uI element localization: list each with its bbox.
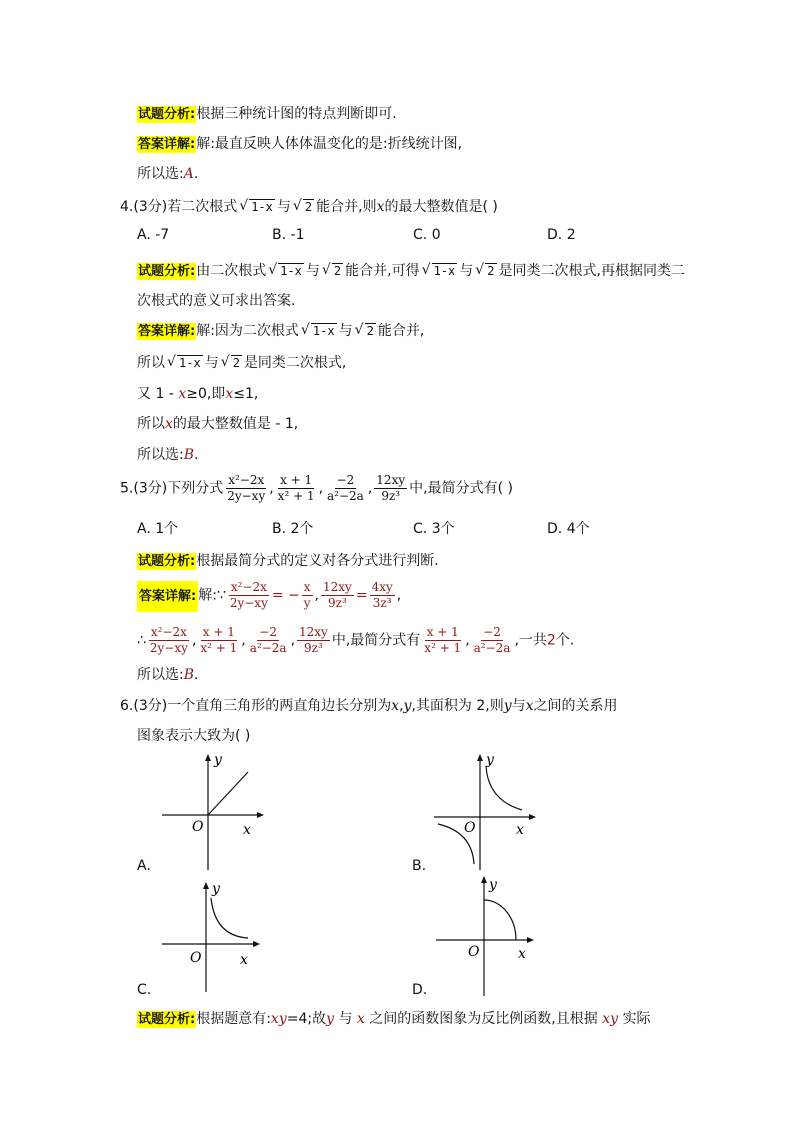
q6-stem bbox=[120, 695, 618, 717]
analysis-tag: 试题分析: bbox=[138, 554, 196, 569]
option-label: D. bbox=[547, 521, 563, 537]
fraction-1 bbox=[225, 473, 267, 504]
q4-option-a bbox=[137, 227, 169, 243]
q4-step2 bbox=[137, 383, 258, 405]
arrow-icon bbox=[477, 754, 483, 761]
text: 解:∵ bbox=[198, 587, 226, 604]
q5-stem bbox=[120, 473, 513, 504]
analysis-tag: 试题分析: bbox=[138, 264, 196, 279]
fraction bbox=[248, 625, 289, 656]
conj: 与 bbox=[305, 263, 320, 279]
denominator: a²−2a bbox=[473, 641, 511, 655]
q6-stem-line2: 图象表示大致为( ) bbox=[137, 728, 251, 744]
count: 2 bbox=[546, 632, 556, 649]
denominator: 9z³ bbox=[328, 596, 347, 610]
option-label: A. bbox=[137, 227, 151, 243]
numerator: −2 bbox=[259, 625, 277, 639]
graph-curve bbox=[211, 898, 248, 938]
radicand: 2 bbox=[487, 264, 495, 278]
q5-analysis-line bbox=[137, 550, 439, 573]
option-value: -7 bbox=[155, 227, 170, 243]
option-value: 2 bbox=[566, 227, 576, 243]
text: 能合并,可得 bbox=[345, 263, 420, 279]
period: . bbox=[193, 166, 199, 182]
comma: , bbox=[269, 480, 274, 497]
x-label: x bbox=[243, 822, 251, 838]
numerator: 12xy bbox=[323, 580, 352, 594]
option-label: B. bbox=[272, 227, 287, 243]
text: 根据题意有: bbox=[196, 1011, 271, 1027]
arrow-icon bbox=[205, 754, 211, 761]
fraction bbox=[472, 625, 513, 656]
analysis-tag: 试题分析: bbox=[138, 107, 196, 122]
answer-tag: 答案详解: bbox=[138, 324, 196, 339]
radical-2 bbox=[322, 260, 343, 282]
comma: , bbox=[465, 632, 470, 649]
conj: 与 bbox=[459, 263, 474, 279]
text: 是同类二次根式,再根据同类二 bbox=[498, 263, 685, 279]
q5-answer-line bbox=[137, 580, 401, 611]
comma: , bbox=[241, 632, 246, 649]
q4-option-b bbox=[272, 227, 304, 243]
denominator: a²−2a bbox=[249, 641, 287, 655]
var-x: x bbox=[391, 698, 400, 714]
radical-2 bbox=[475, 260, 496, 282]
origin-label: O bbox=[192, 819, 204, 835]
denominator: y bbox=[303, 596, 311, 610]
var-x: x bbox=[376, 199, 385, 215]
var-y: y bbox=[326, 1011, 335, 1027]
denominator: 9z³ bbox=[304, 641, 323, 655]
text: 解:因为二次根式 bbox=[196, 323, 299, 339]
conclusion-label: 所以选: bbox=[137, 667, 184, 683]
y-label: y bbox=[489, 877, 497, 893]
numerator: x + 1 bbox=[202, 625, 235, 639]
denominator: a²−2a bbox=[327, 489, 364, 503]
fraction bbox=[422, 625, 463, 656]
q3-choice: A bbox=[183, 166, 194, 182]
option-label: D. bbox=[547, 227, 563, 243]
q4-stem-pre: 4.(3分)若二次根式 bbox=[120, 199, 238, 215]
origin-label: O bbox=[468, 944, 480, 960]
graph-curve bbox=[484, 900, 516, 940]
text: 的最大整数值是 - 1, bbox=[172, 416, 299, 432]
numerator: x + 1 bbox=[280, 473, 313, 487]
x-label: x bbox=[240, 952, 248, 968]
text: ,一共 bbox=[514, 632, 547, 649]
fraction-3 bbox=[325, 473, 366, 504]
text: 与 bbox=[338, 1011, 353, 1027]
q5-stem-post: 中,最简分式有( ) bbox=[409, 480, 513, 497]
fraction-4 bbox=[374, 473, 407, 504]
q5-option-d bbox=[547, 518, 590, 538]
q5-conclusion bbox=[137, 664, 198, 686]
denominator: 9z³ bbox=[381, 489, 401, 503]
radicand: 1-x bbox=[179, 356, 201, 370]
graph-curve bbox=[486, 766, 522, 810]
var-x: x bbox=[165, 416, 173, 432]
radicand: 2 bbox=[333, 264, 342, 278]
conclusion-label: 所以选: bbox=[137, 166, 184, 182]
conj: 与 bbox=[338, 323, 353, 339]
option-value: 3个 bbox=[431, 521, 455, 537]
y-label: y bbox=[214, 752, 222, 768]
var-x: x bbox=[178, 386, 187, 402]
q5-answer-line2 bbox=[137, 625, 574, 656]
graph-b-label: B. bbox=[412, 858, 427, 874]
q3-answer-text: 解:最直反映人体体温变化的是:折线统计图, bbox=[196, 136, 463, 152]
x-label: x bbox=[516, 822, 524, 838]
numerator: x²−2x bbox=[228, 473, 265, 487]
numerator: x²−2x bbox=[230, 580, 267, 594]
text: 之间的关系用 bbox=[533, 698, 618, 714]
q4-step1 bbox=[137, 352, 346, 374]
arrow-icon bbox=[203, 882, 209, 889]
equals: = bbox=[355, 587, 368, 604]
numerator: x²−2x bbox=[150, 625, 187, 639]
graph-c-label: C. bbox=[137, 982, 152, 998]
var-y: y bbox=[503, 698, 512, 714]
comma: , bbox=[191, 632, 197, 649]
var-x: x bbox=[356, 1011, 365, 1027]
option-label: A. bbox=[137, 521, 151, 537]
radical-1-x bbox=[239, 196, 275, 218]
text: 所以 bbox=[137, 355, 165, 371]
text: 是同类二次根式, bbox=[243, 355, 347, 371]
q4-answer-line bbox=[137, 320, 424, 343]
arrow-icon bbox=[253, 941, 260, 947]
denominator: 2y−xy bbox=[229, 596, 268, 610]
numerator: 4xy bbox=[371, 580, 393, 594]
arrow-icon bbox=[527, 937, 534, 943]
text: 与 bbox=[511, 698, 526, 714]
arrow-icon bbox=[257, 812, 264, 818]
q3-analysis-text: 根据三种统计图的特点判断即可. bbox=[196, 106, 397, 122]
y-label: y bbox=[212, 881, 220, 897]
comma: , bbox=[314, 587, 319, 604]
arrow-icon bbox=[481, 876, 487, 883]
text: 个. bbox=[555, 632, 575, 649]
text: ≤1, bbox=[233, 386, 259, 402]
fraction bbox=[198, 625, 239, 656]
var-x: x bbox=[225, 386, 234, 402]
denominator: 2y−xy bbox=[227, 489, 266, 503]
denominator: x² + 1 bbox=[200, 641, 238, 655]
text: 根据最简分式的定义对各分式进行判断. bbox=[196, 553, 439, 569]
expr-xy: xy bbox=[602, 1011, 618, 1027]
denominator: x² + 1 bbox=[424, 641, 462, 655]
radicand: 1-x bbox=[433, 264, 456, 278]
text: 由二次根式 bbox=[196, 263, 267, 279]
comma: , bbox=[396, 587, 402, 604]
x-label: x bbox=[518, 946, 526, 962]
fraction bbox=[148, 625, 190, 656]
q4-stem-post: 能合并,则 bbox=[316, 199, 377, 215]
q4-option-d bbox=[547, 227, 576, 243]
q3-conclusion bbox=[137, 163, 198, 185]
option-value: 1个 bbox=[155, 521, 179, 537]
option-label: C. bbox=[413, 227, 428, 243]
radicand: 1-x bbox=[251, 200, 273, 214]
fraction bbox=[370, 580, 395, 611]
analysis-tag: 试题分析: bbox=[138, 1012, 196, 1027]
radical-1-x bbox=[422, 260, 458, 282]
numerator: x + 1 bbox=[426, 625, 459, 639]
therefore: ∴ bbox=[137, 632, 146, 649]
numerator: 12xy bbox=[299, 625, 328, 639]
q4-choice: B bbox=[183, 447, 195, 463]
origin-label: O bbox=[190, 950, 202, 966]
option-label: C. bbox=[413, 521, 428, 537]
equals-neg: = − bbox=[271, 587, 300, 604]
denominator: 2y−xy bbox=[149, 641, 188, 655]
q4-option-c bbox=[413, 227, 441, 243]
y-label: y bbox=[486, 752, 494, 768]
conj: 与 bbox=[204, 355, 219, 371]
q4-step3 bbox=[137, 413, 298, 435]
comma: , bbox=[318, 480, 324, 497]
text: ,其面积为 2,则 bbox=[411, 698, 504, 714]
comma: , bbox=[399, 698, 404, 714]
graph-d-label: D. bbox=[412, 982, 428, 998]
arrow-icon bbox=[529, 814, 536, 820]
conclusion-label: 所以选: bbox=[137, 447, 184, 463]
q6-analysis-line bbox=[137, 1008, 650, 1031]
fraction bbox=[302, 580, 313, 611]
text: 中,最简分式有 bbox=[331, 632, 421, 649]
q5-stem-pre: 5.(3分)下列分式 bbox=[120, 480, 224, 497]
q3-analysis-line bbox=[137, 103, 397, 126]
text: ≥0,即 bbox=[186, 386, 226, 402]
period: . bbox=[194, 667, 199, 683]
text: 之间的函数图象为反比例函数,且根据 bbox=[369, 1011, 598, 1027]
fraction-2 bbox=[276, 473, 317, 504]
q3-answer-line bbox=[137, 133, 462, 156]
q4-analysis-line bbox=[137, 260, 685, 283]
fraction bbox=[297, 625, 330, 656]
origin-label: O bbox=[464, 820, 476, 836]
q5-option-c bbox=[413, 518, 455, 538]
answer-tag: 答案详解: bbox=[137, 581, 198, 612]
denominator: x² + 1 bbox=[277, 489, 315, 503]
option-label: B. bbox=[272, 521, 287, 537]
comma: , bbox=[367, 480, 373, 497]
graph-a-label: A. bbox=[137, 858, 151, 874]
option-value: 2个 bbox=[290, 521, 314, 537]
radical-1-x bbox=[268, 260, 304, 282]
graph-b bbox=[432, 752, 542, 872]
radicand: 2 bbox=[304, 200, 313, 214]
graph-curve bbox=[208, 772, 248, 815]
radicand: 2 bbox=[366, 324, 374, 338]
option-value: 0 bbox=[431, 227, 441, 243]
radical-1-x bbox=[301, 320, 337, 342]
graph-d bbox=[432, 872, 542, 998]
option-value: 4个 bbox=[566, 521, 590, 537]
q5-option-b bbox=[272, 518, 313, 538]
text: 6.(3分)一个直角三角形的两直角边长分别为 bbox=[120, 698, 392, 714]
var-x: x bbox=[525, 698, 534, 714]
answer-tag: 答案详解: bbox=[138, 137, 196, 152]
text: 所以 bbox=[137, 416, 165, 432]
q4-stem bbox=[120, 196, 498, 218]
fraction bbox=[321, 580, 354, 611]
numerator: 12xy bbox=[376, 473, 406, 487]
q5-choice: B bbox=[183, 667, 195, 683]
text: 能合并, bbox=[377, 323, 425, 339]
expr-xy: xy bbox=[270, 1011, 287, 1027]
radical-1-x bbox=[167, 352, 203, 374]
radicand: 1-x bbox=[280, 264, 302, 278]
q4-analysis-line2: 次根式的意义可求出答案. bbox=[137, 293, 296, 309]
comma: , bbox=[290, 632, 296, 649]
radical-2 bbox=[221, 352, 242, 374]
radicand: 2 bbox=[232, 356, 240, 370]
period: . bbox=[194, 447, 199, 463]
q4-conclusion bbox=[137, 444, 198, 466]
text: 实际 bbox=[622, 1011, 651, 1027]
graph-c bbox=[160, 878, 270, 998]
radical-2 bbox=[293, 196, 314, 218]
conj: 与 bbox=[276, 199, 291, 215]
denominator: 3z³ bbox=[372, 596, 392, 610]
numerator: −2 bbox=[336, 473, 355, 487]
graph-a bbox=[160, 752, 270, 872]
fraction bbox=[228, 580, 270, 611]
text: =4;故 bbox=[286, 1011, 327, 1027]
q5-option-a bbox=[137, 518, 178, 538]
radicand: 1-x bbox=[312, 324, 335, 338]
numerator: x bbox=[303, 580, 311, 594]
numerator: −2 bbox=[483, 625, 501, 639]
var-y: y bbox=[403, 698, 412, 714]
q4-stem-end: 的最大整数值是( ) bbox=[384, 199, 498, 215]
option-value: -1 bbox=[290, 227, 305, 243]
radical-2 bbox=[355, 320, 376, 342]
text: 又 1 - bbox=[137, 386, 174, 402]
